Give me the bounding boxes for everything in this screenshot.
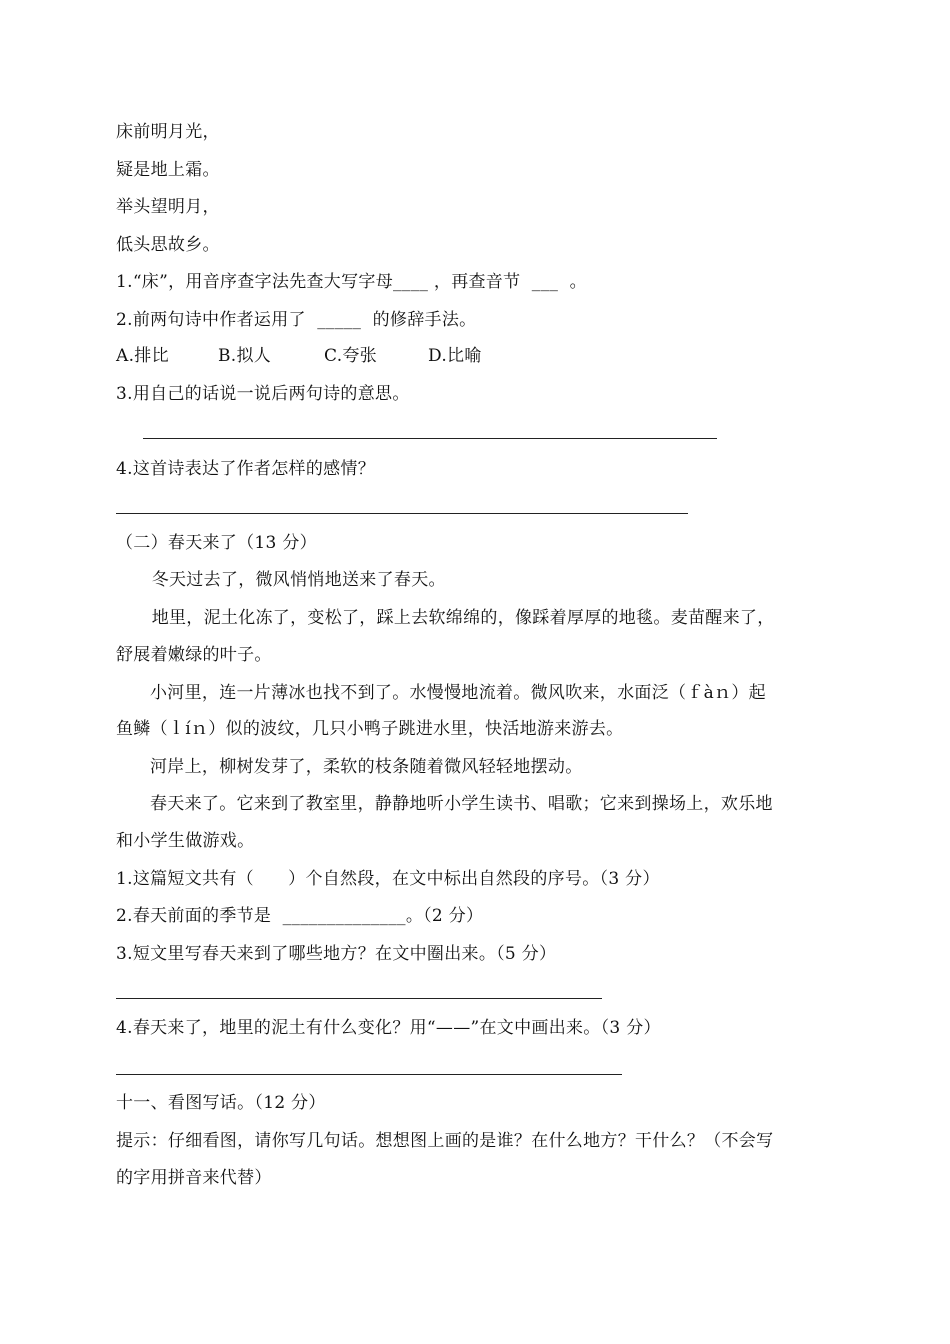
poem-line-3: 举头望明月， (116, 197, 220, 217)
option-b: B.拟人 (218, 346, 272, 366)
poem-line-1: 床前明月光， (116, 122, 220, 142)
answer-line-s2-4[interactable] (116, 1074, 622, 1075)
section2-question-3: 3.短文里写春天来到了哪些地方？在文中圈出来。（5 分） (116, 944, 557, 964)
option-d: D.比喻 (428, 346, 482, 366)
section2-question-2: 2.春天前面的季节是 ______________。（2 分） (116, 906, 484, 926)
poem-question-4: 4.这首诗表达了作者怎样的感情？ (116, 459, 376, 479)
option-c: C.夸张 (324, 346, 378, 366)
passage-para-5b: 和小学生做游戏。 (116, 831, 255, 851)
section11-hint-line-2: 的字用拼音来代替） (116, 1168, 272, 1188)
section11-title: 十一、看图写话。（12 分） (116, 1093, 326, 1113)
section11-hint-line-1: 提示：仔细看图，请你写几句话。想想图上画的是谁？在什么地方？干什么？（不会写 (116, 1131, 774, 1151)
option-a: A.排比 (116, 346, 169, 366)
poem-question-2: 2.前两句诗中作者运用了 _____ 的修辞手法。 (116, 310, 477, 330)
passage-para-1: 冬天过去了，微风悄悄地送来了春天。 (146, 570, 446, 590)
passage-para-3a: 小河里，连一片薄冰也找不到了。水慢慢地流着。微风吹来，水面泛（ｆàｎ）起 (150, 683, 766, 703)
passage-para-3b: 鱼鳞（ｌíｎ）似的波纹，几只小鸭子跳进水里，快活地游来游去。 (116, 719, 624, 739)
poem-question-3: 3.用自己的话说一说后两句诗的意思。 (116, 384, 410, 404)
poem-line-4: 低头思故乡。 (116, 235, 220, 255)
section2-question-4: 4.春天来了，地里的泥土有什么变化？用“——”在文中画出来。（3 分） (116, 1018, 661, 1038)
poem-question-1: 1.“床”，用音序查字法先查大写字母____ ，再查音节 ___ 。 (116, 272, 587, 292)
answer-line-3[interactable] (143, 438, 717, 439)
passage-para-4: 河岸上，柳树发芽了，柔软的枝条随着微风轻轻地摆动。 (150, 757, 583, 777)
passage-para-2b: 舒展着嫩绿的叶子。 (116, 645, 272, 665)
passage-para-5a: 春天来了。它来到了教室里，静静地听小学生读书、唱歌；它来到操场上，欢乐地 (150, 794, 773, 814)
answer-line-4[interactable] (116, 513, 688, 514)
passage-para-2a: 地里，泥土化冻了，变松了，踩上去软绵绵的，像踩着厚厚的地毯。麦苗醒来了， (146, 608, 775, 628)
section2-title: （二）春天来了（13 分） (116, 533, 317, 553)
poem-line-2: 疑是地上霜。 (116, 160, 220, 180)
section2-question-1: 1.这篇短文共有（ ）个自然段，在文中标出自然段的序号。（3 分） (116, 869, 660, 889)
answer-line-s2-3[interactable] (116, 998, 602, 999)
